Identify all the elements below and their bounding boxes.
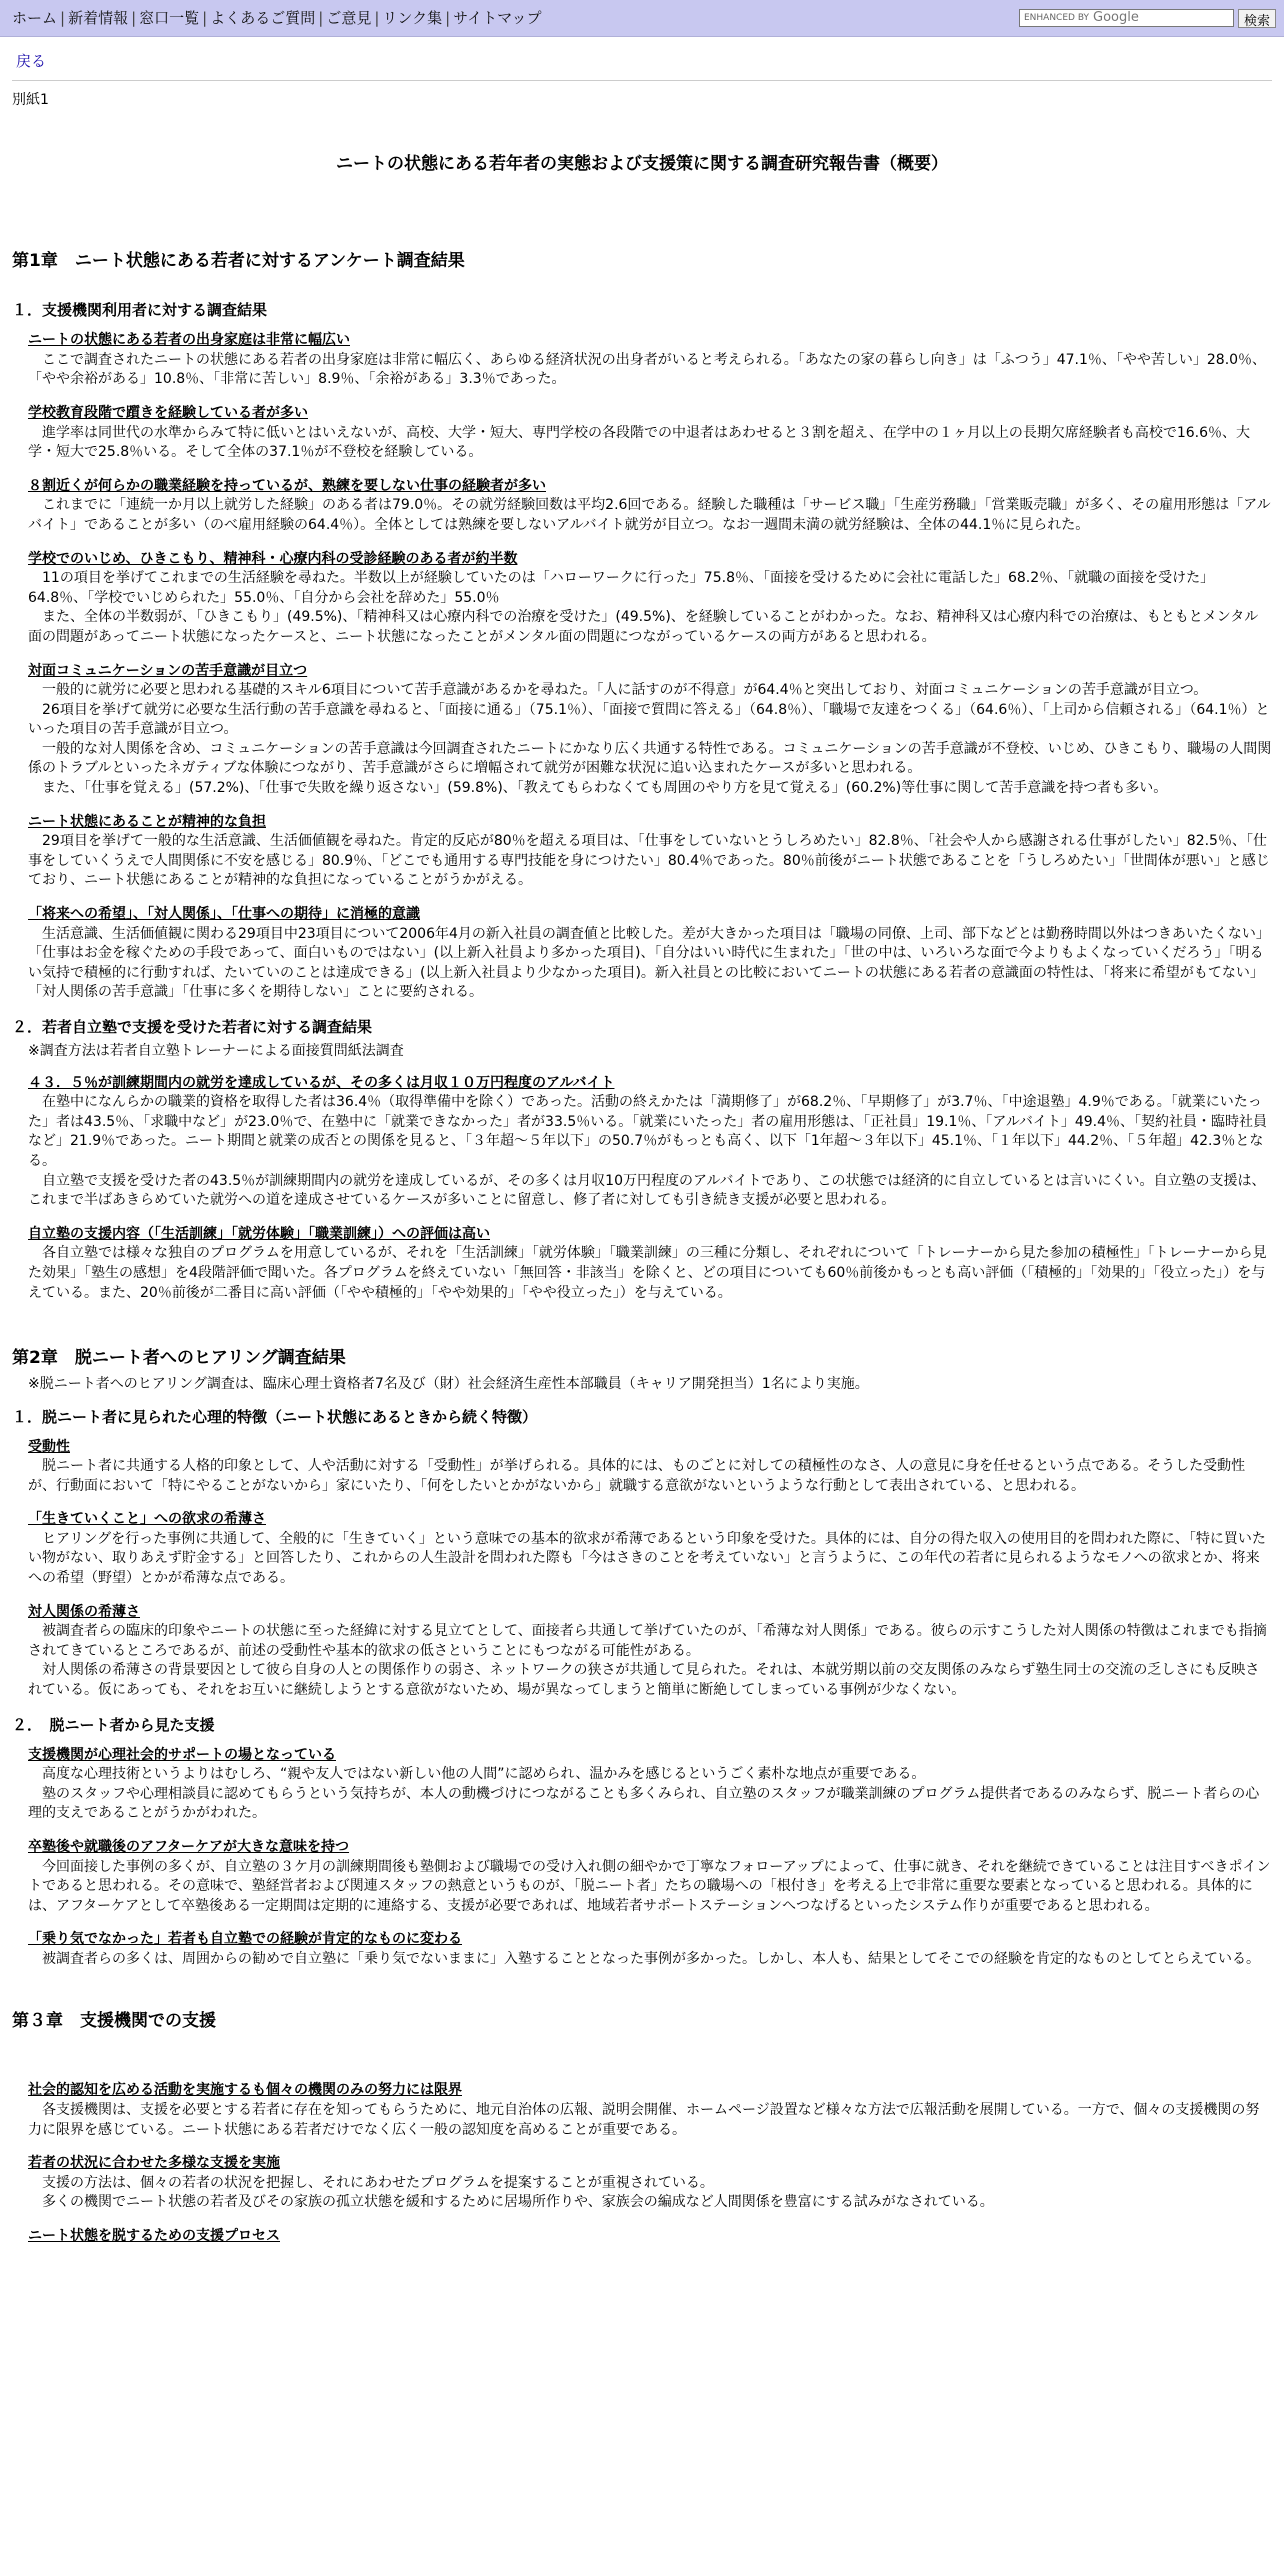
finding-text: 塾のスタッフや心理相談員に認めてもらうという気持ちが、本人の動機づけにつながることも多くみられ、自立塾のスタッフが職業訓練のプログラム提供者であるのみならず、脱ニート者らの心理的支えであることがうかがわれた。 [28,1785,1260,1822]
page-title: ニートの状態にある若年者の実態および支援策に関する調査研究報告書（概要） [336,153,948,174]
search-button[interactable]: 検索 [1238,9,1276,28]
hearing-note: ※脱ニート者へのヒアリング調査は、臨床心理士資格者7名及び（財）社会経済生産性本部職員（キャリア開発担当）1名により実施。 [28,1375,869,1392]
finding-item [28,1603,1272,1701]
finding-heading: ４３．５％が訓練期間内の就労を達成しているが、その多くは月収１０万円程度のアルバイト [28,1074,615,1091]
finding-heading: 学校でのいじめ、ひきこもり、精神科・心療内科の受診経験のある者が約半数 [28,550,518,567]
finding-text: また、全体の半数弱が、「ひきこもり」(49.5%)、「精神科又は心療内科での治療を受けた」(49.5%)、を経験していることがわかった。なお、精神科又は心療内科での治療は、もともとメンタル面の問題があってニート状態になったケースと、ニート状態になったことがメンタル面の問題につながっているケースの両方があると思われる。 [28,609,1259,645]
finding-item [28,1930,1272,1969]
finding-heading: 学校教育段階で躓きを経験している者が多い [28,404,308,421]
finding-text: 26項目を挙げて就労に必要な生活行動の苦手意識を尋ねると、「面接に通る」（75.1％）、「面接で質問に答える」（64.8％）、「職場で友達をつくる」（64.6％）、「上司から信頼される」（64.1％）といった項目の苦手意識が目立つ。 [28,701,1270,738]
finding-item [28,550,1272,648]
finding-item [28,1438,1272,1497]
finding-text: 11の項目を挙げてこれまでの生活経験を尋ねた。半数以上が経験していたのは「ハローワークに行った」75.8％、「面接を受けるために会社に電話した」68.2％、「就職の面接を受けた」64.8％、「学校でいじめられた」55.0％、「自分から会社を辞めた」55.0％ [28,570,1215,606]
finding-text: 自立塾で支援を受けた者の43.5％が訓練期間内の就労を達成しているが、その多くは月収10万円程度のアルバイトであり、この状態では経済的に自立しているとは言いにくい。自立塾の支援は、これまで半ばあきらめていた就労への道を達成させているケースが多いことに留意し、修了者に対しても引き続き支援が必要と思われる。 [28,1172,1266,1209]
nav-separator: | [445,8,451,27]
finding-item [28,662,1272,799]
finding-text: ヒアリングを行った事例に共通して、全般的に「生きていく」という意味での基本的欲求が希薄であるという印象を受けた。具体的には、自分の得た収入の使用目的を問われた際に、「特に買いたい物がない、取りあえず貯金する」と回答したり、これからの人生設計を問われた際も「今はさきのことを考えていない」と言うように、この年代の若者に見られるようなモノへの欲求とか、将来への希望（野望）とかが希薄な点である。 [28,1530,1266,1587]
report-content [0,91,1284,2247]
finding-text: 多くの機関でニート状態の若者及びその家族の孤立状態を緩和するために居場所作りや、家族会の編成など人間関係を豊富にする試みがなされている。 [28,2194,994,2211]
nav-separator: | [60,8,66,27]
chapter-3-heading: 第３章 支援機関での支援 [12,2010,216,2031]
finding-item [28,1225,1272,1303]
section-2-1-heading: １．脱ニート者に見られた心理的特徴（ニート状態にあるときから続く特徴） [12,1407,538,1426]
finding-text: これまでに「連続一か月以上就労した経験」のある者は79.0％。その就労経験回数は平均2.6回である。経験した職種は「サービス職」「生産労務職」「営業販売職」が多く、その雇用形態は「アルバイト」であることが多い（のべ雇用経験の64.4％）。全体としては熟練を要しないアルバイト就労が目立つ。なお一週間未満の就労経験は、全体の44.1％に見られた。 [28,497,1271,533]
finding-text: 被調査者らの臨床的印象やニートの状態に至った経緯に対する見立てとして、面接者ら共通して挙げていたのが、「希薄な対人関係」である。彼らの示すこうした対人関係の特徴はこれまでも指摘されてきているところであるが、前述の受動性や基本的欲求の低さということにもつながる可能性がある。 [28,1623,1267,1659]
finding-text: ここで調査されたニートの状態にある若者の出身家庭は非常に幅広く、あらゆる経済状況の出身者がいると考えられる。「あなたの家の暮らし向き」は「ふつう」47.1％、「やや苦しい」28.0％、「やや余裕がある」10.8％、「非常に苦しい」8.9％、「余裕がある」3.3％であった。 [28,351,1267,388]
finding-text: 支援の方法は、個々の若者の状況を把握し、それにあわせたプログラムを提案することが重視されている。 [28,2174,714,2191]
google-brand-label: Google [1093,9,1139,25]
attachment-label: 別紙1 [12,92,49,108]
finding-item [28,2081,1272,2140]
nav-separator: | [318,8,324,27]
nav-news[interactable]: 新着情報 [68,8,129,27]
finding-item [28,813,1272,891]
search-input[interactable] [1019,9,1234,27]
finding-heading: 「将来への希望」、「対人関係」、「仕事への期待」に消極的意識 [28,906,420,923]
chapter-1-heading: 第1章 ニート状態にある若者に対するアンケート調査結果 [12,251,465,272]
nav-faq[interactable]: よくあるご質問 [210,8,316,27]
method-note: ※調査方法は若者自立塾トレーナーによる面接質問紙法調査 [28,1043,404,1059]
nav-offices[interactable]: 窓口一覧 [139,8,200,27]
finding-item [28,331,1272,390]
divider [12,80,1272,81]
finding-heading: 支援機関が心理社会的サポートの場となっている [28,1746,336,1763]
finding-item [28,2227,1272,2247]
finding-heading: 「生きていくこと」への欲求の希薄さ [28,1511,266,1528]
finding-text: 高度な心理技術というよりはむしろ、“親や友人ではない新しい他の人間”に認められ、温かみを感じるというごく素朴な地点が重要である。 [28,1766,926,1783]
finding-text: 対人関係の希薄さの背景要因として彼ら自身の人との関係作りの弱さ、ネットワークの狭さが共通して見られた。それは、本就労期以前の交友関係のみならず塾生同士の交流の乏しさにも反映されている。仮にあっても、それをお互いに継続しようとする意欲がないため、場が異なってしまうと簡単に断絶してしまっている事例が少なくない。 [28,1662,1260,1699]
finding-text: 一般的な対人関係を含め、コミュニケーションの苦手意識は今回調査されたニートにかなり広く共通する特性である。コミュニケーションの苦手意識が不登校、いじめ、ひきこもり、職場の人間関係のトラブルといったネガティブな体験につながり、苦手意識がさらに増幅されて就労が困難な状況に追い込まれたケースが多いと思われる。 [28,740,1272,777]
nav-links[interactable]: リンク集 [382,8,443,27]
section-1-1-heading: １．支援機関利用者に対する調査結果 [12,301,268,320]
finding-heading: 社会的認知を広める活動を実施するも個々の機関のみの努力には限界 [28,2082,462,2099]
nav-separator: | [131,8,137,27]
finding-heading: 自立塾の支援内容（「生活訓練」「就労体験」「職業訓練」）への評価は高い [28,1225,490,1242]
finding-item [28,2154,1272,2213]
finding-heading: ニート状態にあることが精神的な負担 [28,813,266,830]
finding-item [28,477,1272,536]
back-link-container [0,37,1284,72]
global-nav [12,8,542,29]
finding-heading: 若者の状況に合わせた多様な支援を実施 [28,2155,280,2172]
section-1-2-heading: ２．若者自立塾で支援を受けた若者に対する調査結果 [12,1018,373,1036]
finding-text: 一般的に就労に必要と思われる基礎的スキル6項目について苦手意識があるかを尋ねた。「人に話すのが不得意」が64.4％と突出しており、対面コミュニケーションの苦手意識が目立つ。 [28,682,1208,699]
finding-heading: 受動性 [28,1438,70,1455]
finding-heading: ８割近くが何らかの職業経験を持っているが、熟練を要しない仕事の経験者が多い [28,477,546,494]
finding-item [28,1510,1272,1588]
finding-text: また、「仕事を覚える」(57.2%)、「仕事で失敗を繰り返さない」(59.8%)、「教えてもらわなくても周囲のやり方を見て覚える」(60.2%)等仕事に関して苦手意識を持つ者も多い。 [28,780,1168,797]
top-navigation-bar [0,0,1284,37]
back-link[interactable]: 戻る [16,52,47,70]
finding-heading: 「乗り気でなかった」若者も自立塾での経験が肯定的なものに変わる [28,1931,462,1948]
nav-sitemap[interactable]: サイトマップ [453,8,542,27]
nav-home[interactable]: ホーム [12,8,58,27]
section-2-2-heading: ２． 脱ニート者から見た支援 [12,1715,215,1734]
nav-separator: | [374,8,380,27]
nav-feedback[interactable]: ご意見 [326,8,372,27]
finding-text: 脱ニート者に共通する人格的印象として、人や活動に対する「受動性」が挙げられる。具体的には、ものごとに対しての積極性のなさ、人の意見に身を任せるという点である。そうした受動性が、行動面において「特にやることがないから」家にいたり、「何をしたいとかがないから」就職する意欲がないというような行動として表出されている、と思われる。 [28,1458,1246,1494]
finding-item [28,1074,1272,1211]
finding-item [28,1746,1272,1824]
finding-text: 進学率は同世代の水準からみて特に低いとはいえないが、高校、大学・短大、専門学校の各段階での中退者はあわせると３割を超え、在学中の１ヶ月以上の長期欠席経験者も高校で16.6％、大学・短大で25.8％いる。そして全体の37.1％が不登校を経験している。 [28,424,1251,461]
finding-heading: ニート状態を脱するための支援プロセス [28,2227,280,2244]
finding-heading: 対人関係の希薄さ [28,1603,140,1620]
chapter-2-heading: 第2章 脱ニート者へのヒアリング調査結果 [12,1348,346,1369]
finding-text: 今回面接した事例の多くが、自立塾の３ケ月の訓練期間後も塾側および職場での受け入れ側の細やかで丁寧なフォローアップによって、仕事に就き、それを継続できていることは注目すべきポイントであると思われる。その意味で、塾経営者および関連スタッフの熱意というものが、「脱ニート者」たちの職場への「根付き」を考える上で非常に重要な要素となっていると思われる。具体的には、アフターケアとして卒塾後ある一定期間は定期的に連絡する、支援が必要であれば、地域若者サポートステーションへつなげるといったシステム作りが重要であると思われる。 [28,1858,1271,1914]
site-search [1019,9,1276,28]
finding-text: 各自立塾では様々な独自のプログラムを用意しているが、それを「生活訓練」「就労体験」「職業訓練」の三種に分類し、それぞれについて「トレーナーから見た参加の積極性」「トレーナーから見た効果」「塾生の感想」を4段階評価で聞いた。各プログラムを終えていない「無回答・非該当」を除くと、どの項目についても60％前後かもっとも高い評価（「積極的」「効果的」「役立った」）を与えている。また、20％前後が二番目に高い評価（「やや積極的」「やや効果的」「やや役立った」）を与えている。 [28,1245,1267,1301]
finding-item [28,905,1272,1003]
search-input-prefix: ENHANCED BY [1023,12,1090,23]
finding-item [28,1838,1272,1916]
finding-heading: ニートの状態にある若者の出身家庭は非常に幅広い [28,332,350,349]
finding-text: 29項目を挙げて一般的な生活意識、生活価値観を尋ねた。肯定的反応が80％を超える項目は、「仕事をしていないとうしろめたい」82.8％、「社会や人から感謝される仕事がしたい」82.5％、「仕事をしていくうえで人間関係に不安を感じる」80.9％、「どこでも通用する専門技能を身につけたい」80.4％であった。80％前後がニート状態であることを「うしろめたい」「世間体が悪い」と感じており、ニート状態にあることが精神的な負担になっていることがうかがえる。 [28,833,1270,889]
finding-heading: 対面コミュニケーションの苦手意識が目立つ [28,662,308,679]
finding-heading: 卒塾後や就職後のアフターケアが大きな意味を持つ [28,1839,350,1856]
finding-text: 各支援機関は、支援を必要とする若者に存在を知ってもらうために、地元自治体の広報、説明会開催、ホームページ設置など様々な方法で広報活動を展開している。一方で、個々の支援機関の努力に限界を感じている。ニート状態にある若者だけでなく広く一般の認知度を高めることが重要である。 [28,2101,1260,2138]
finding-item [28,404,1272,463]
finding-text: 在塾中になんらかの職業的資格を取得した者は36.4％（取得準備中を除く）であった。活動の終えかたは「満期修了」が68.2％、「早期修了」が3.7％、「中途退塾」4.9％である。「就業にいたった」者は43.5％、「求職中など」が23.0％で、在塾中に「就業できなかった」者が33.5％いる。「就業にいたった」者の雇用形態は、「正社員」19.1％、「アルバイト」49.4％、「契約社員・臨時社員など」21.9％であった。ニート期間と就業の成否との関係を見ると、「３年超～５年以下」の50.7％がもっとも高く、以下「1年超～３年以下」45.1％、「１年以下」44.2％、「５年超」42.3％となる。 [28,1094,1268,1169]
finding-text: 生活意識、生活価値観に関わる29項目中23項目について2006年4月の新入社員の調査値と比較した。差が大きかった項目は「職場の同僚、上司、部下などとは勤務時間以外はつきあいたくない」「仕事はお金を稼ぐための手段であって、面白いものではない」(以上新入社員より多かった項目)、「自分はいい時代に生まれた」「世の中は、いろいろな面で今よりもよくなっていくだろう」「明るい気持で積極的に行動すれば、たいていのことは達成できる」(以上新入社員より少なかった項目)。新入社員との比較においてニートの状態にある若者の意識面の特性は、「将来に希望がもてない」「対人関係の苦手意識」「仕事に多くを期待しない」ことに要約される。 [28,925,1270,1001]
finding-text: 被調査者らの多くは、周囲からの勧めで自立塾に「乗り気でないままに」入塾することとなった事例が多かった。しかし、本人も、結果としてそこでの経験を肯定的なものとしてとらえている。 [28,1950,1260,1967]
nav-separator: | [202,8,208,27]
